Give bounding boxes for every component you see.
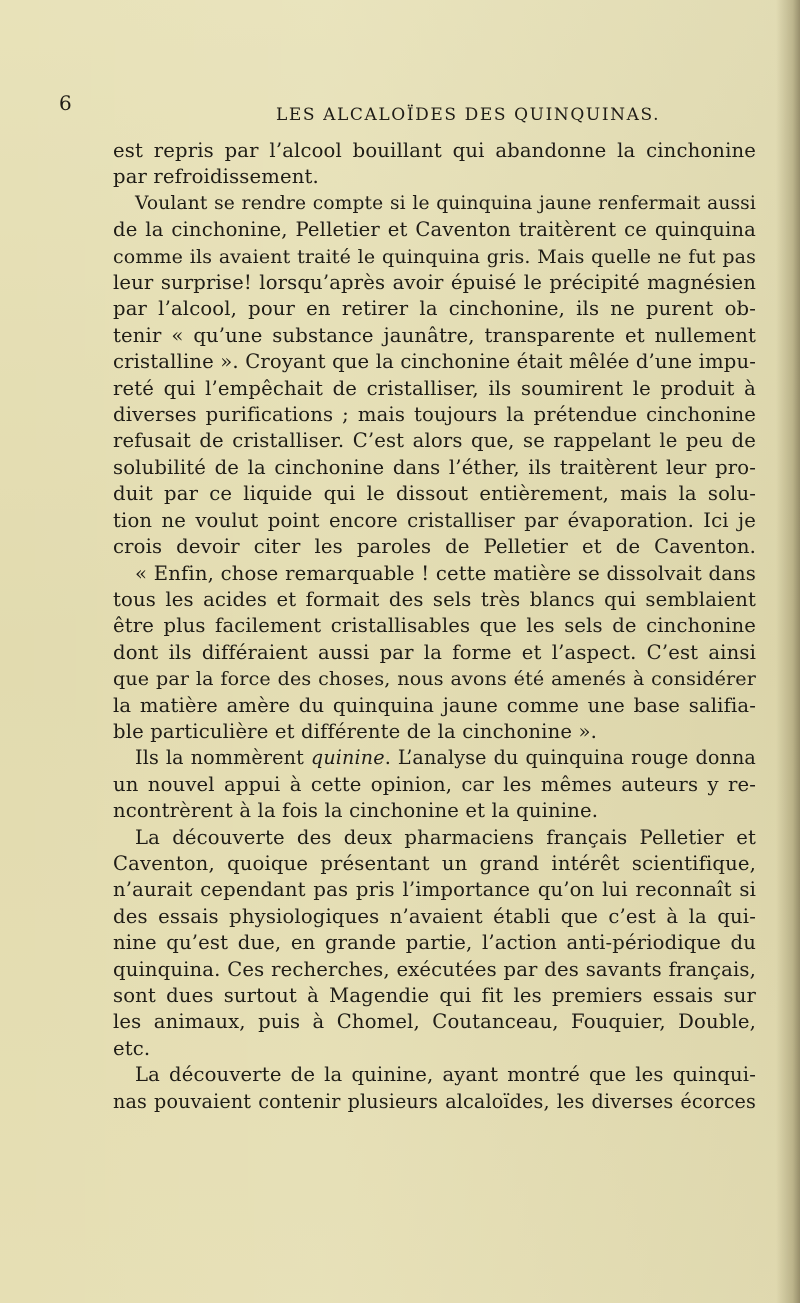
text-line: « Enfin, chose remarquable ! cette matière se dissolvait dans xyxy=(135,561,756,585)
text-line: La découverte des deux pharmaciens français Pelletier et xyxy=(135,825,756,849)
italic-term: quinine xyxy=(310,746,385,770)
text-line: duit par ce liquide qui le dissout entièrement, mais la solu- xyxy=(113,482,756,506)
text-line: un nouvel appui à cette opinion, car les mêmes auteurs y re- xyxy=(113,772,756,796)
text-line: quinquina. Ces recherches, exécutées par des savants français, xyxy=(113,957,756,981)
page-number: 6 xyxy=(59,91,72,115)
text-line: cristalline ». Croyant que la cinchonine était mêlée d’une impu- xyxy=(113,350,756,374)
text-line: La découverte de la quinine, ayant montré que les quinqui- xyxy=(135,1063,756,1087)
text-line: tous les acides et formait des sels très blancs qui semblaient xyxy=(113,587,756,611)
text-line: ncontrèrent à la fois la cinchonine et la quinine. xyxy=(113,799,599,823)
text-line: dont ils différaient aussi par la forme et l’aspect. C’est ainsi xyxy=(113,640,756,664)
text-line: nine qu’est due, en grande partie, l’action anti-périodique du xyxy=(113,931,756,955)
text-line: leur surprise! lorsqu’après avoir épuisé le précipité magnésien xyxy=(113,271,756,295)
text-line: Voulant se rendre compte si le quinquina jaune renfermait aussi xyxy=(135,192,756,214)
text-line: solubilité de la cinchonine dans l’éther, ils traitèrent leur pro- xyxy=(113,455,756,479)
text-line: de la cinchonine, Pelletier et Caventon traitèrent ce quinquina xyxy=(113,218,756,242)
text-line: ble particulière et différente de la cinchonine ». xyxy=(113,719,597,743)
text-line: la matière amère du quinquina jaune comme une base salifia- xyxy=(113,693,756,717)
body-text xyxy=(113,138,756,1115)
text-line: etc. xyxy=(113,1036,151,1060)
text-line: que par la force des choses, nous avons été amenés à considérer xyxy=(113,668,756,691)
text-line: diverses purifications ; mais toujours la prétendue cinchonine xyxy=(113,403,756,427)
text-line: tion ne voulut point encore cristalliser par évaporation. Ici je xyxy=(113,508,756,532)
text-line: Ils la nommèrent quinine. L’analyse du quinquina rouge donna xyxy=(135,746,756,770)
text-line: Caventon, quoique présentant un grand intérêt scientifique, xyxy=(113,851,756,875)
text-line: refusait de cristalliser. C’est alors que, se rappelant le peu de xyxy=(113,429,756,453)
text-line: par l’alcool, pour en retirer la cinchonine, ils ne purent ob- xyxy=(113,297,756,321)
text-line: sont dues surtout à Magendie qui fit les premiers essais sur xyxy=(113,984,756,1007)
text-line: nas pouvaient contenir plusieurs alcaloïdes, les diverses écorces xyxy=(113,1089,756,1113)
text-line: comme ils avaient traité le quinquina gris. Mais quelle ne fut pas xyxy=(113,245,756,268)
text-line: être plus facilement cristallisables que les sels de cinchonine xyxy=(113,614,756,638)
text-line: crois devoir citer les paroles de Pelletier et de Caventon. xyxy=(113,535,756,559)
page-edge-shadow xyxy=(776,0,800,1303)
text-line: des essais physiologiques n’avaient établi que c’est à la qui- xyxy=(113,904,756,928)
text-line: tenir « qu’une substance jaunâtre, transparente et nullement xyxy=(113,323,756,347)
text-line: est repris par l’alcool bouillant qui abandonne la cinchonine xyxy=(113,139,756,162)
text-line: par refroidissement. xyxy=(113,165,319,189)
text-line: reté qui l’empêchait de cristalliser, ils soumirent le produit à xyxy=(113,376,756,400)
running-title: LES ALCALOÏDES DES QUINQUINAS. xyxy=(276,105,661,125)
text-line: n’aurait cependant pas pris l’importance qu’on lui reconnaît si xyxy=(113,878,756,902)
text-line: les animaux, puis à Chomel, Coutanceau, Fouquier, Double, xyxy=(113,1010,756,1034)
